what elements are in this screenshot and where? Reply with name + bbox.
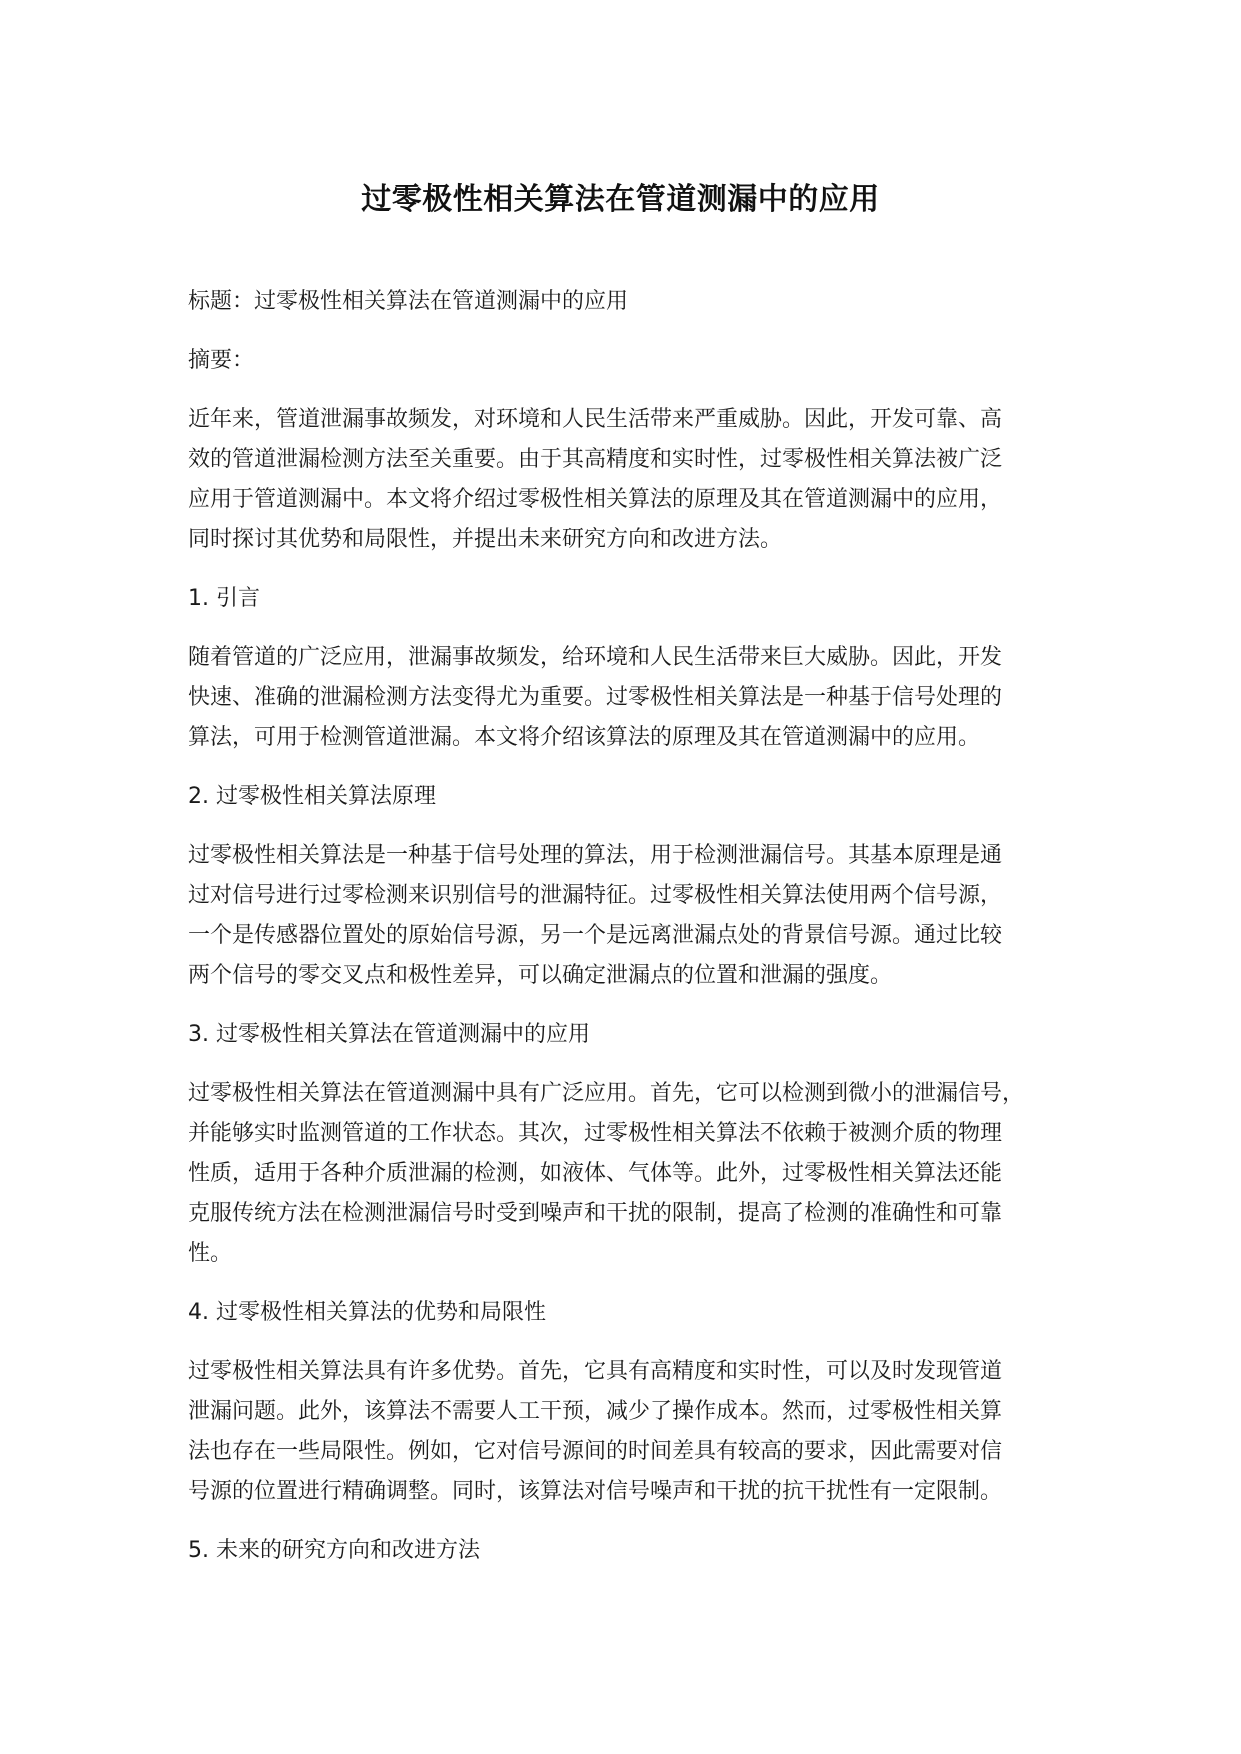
section-1-heading-paragraph — [188, 579, 1078, 619]
abstract-line: 效的管道泄漏检测方法至关重要。由于其高精度和实时性，过零极性相关算法被广泛 — [188, 447, 1003, 472]
section-2-line: 过零极性相关算法是一种基于信号处理的算法，用于检测泄漏信号。其基本原理是通 — [188, 843, 1003, 868]
section-3-paragraph — [188, 1074, 1078, 1274]
section-4-heading-paragraph — [188, 1293, 1078, 1333]
section-1-line: 算法，可用于检测管道泄漏。本文将介绍该算法的原理及其在管道测漏中的应用。 — [188, 725, 981, 750]
section-4-paragraph — [188, 1352, 1078, 1512]
section-2-line: 一个是传感器位置处的原始信号源，另一个是远离泄漏点处的背景信号源。通过比较 — [188, 923, 1003, 948]
abstract-line: 同时探讨其优势和局限性，并提出未来研究方向和改进方法。 — [188, 527, 783, 552]
document-body — [188, 282, 1078, 1571]
title-label-paragraph — [188, 282, 1078, 322]
section-2-heading-paragraph — [188, 777, 1078, 817]
abstract-label: 摘要： — [188, 348, 255, 373]
section-5-heading-paragraph — [188, 1531, 1078, 1571]
section-1-heading: 1. 引言 — [188, 586, 260, 611]
section-4-line: 法也存在一些局限性。例如，它对信号源间的时间差具有较高的要求，因此需要对信 — [188, 1439, 1003, 1464]
section-3-line: 性质，适用于各种介质泄漏的检测，如液体、气体等。此外，过零极性相关算法还能 — [188, 1161, 1003, 1186]
section-4-heading: 4. 过零极性相关算法的优势和局限性 — [188, 1300, 546, 1325]
section-1-paragraph — [188, 638, 1078, 758]
section-4-line: 泄漏问题。此外，该算法不需要人工干预，减少了操作成本。然而，过零极性相关算 — [188, 1399, 1003, 1424]
section-2-heading: 2. 过零极性相关算法原理 — [188, 784, 436, 809]
section-5-heading: 5. 未来的研究方向和改进方法 — [188, 1538, 480, 1563]
section-3-line: 克服传统方法在检测泄漏信号时受到噪声和干扰的限制，提高了检测的准确性和可靠 — [188, 1201, 1003, 1226]
section-2-line: 过对信号进行过零检测来识别信号的泄漏特征。过零极性相关算法使用两个信号源， — [188, 883, 1003, 908]
section-3-line: 并能够实时监测管道的工作状态。其次，过零极性相关算法不依赖于被测介质的物理 — [188, 1121, 1003, 1146]
section-3-line: 过零极性相关算法在管道测漏中具有广泛应用。首先，它可以检测到微小的泄漏信号， — [188, 1081, 1025, 1106]
title-label: 标题：过零极性相关算法在管道测漏中的应用 — [188, 289, 629, 314]
section-1-line: 随着管道的广泛应用，泄漏事故频发，给环境和人民生活带来巨大威胁。因此，开发 — [188, 645, 1003, 670]
section-3-heading-paragraph — [188, 1015, 1078, 1055]
section-4-line: 过零极性相关算法具有许多优势。首先，它具有高精度和实时性，可以及时发现管道 — [188, 1359, 1003, 1384]
section-2-line: 两个信号的零交叉点和极性差异，可以确定泄漏点的位置和泄漏的强度。 — [188, 963, 893, 988]
abstract-label-paragraph — [188, 341, 1078, 381]
abstract-line: 应用于管道测漏中。本文将介绍过零极性相关算法的原理及其在管道测漏中的应用， — [188, 487, 1003, 512]
abstract-line: 近年来，管道泄漏事故频发，对环境和人民生活带来严重威胁。因此，开发可靠、高 — [188, 407, 1003, 432]
abstract-paragraph — [188, 400, 1078, 560]
section-1-line: 快速、准确的泄漏检测方法变得尤为重要。过零极性相关算法是一种基于信号处理的 — [188, 685, 1003, 710]
section-3-heading: 3. 过零极性相关算法在管道测漏中的应用 — [188, 1022, 590, 1047]
document-title: 过零极性相关算法在管道测漏中的应用 — [361, 182, 880, 217]
section-3-line: 性。 — [188, 1241, 233, 1266]
section-4-line: 号源的位置进行精确调整。同时，该算法对信号噪声和干扰的抗干扰性有一定限制。 — [188, 1479, 1003, 1504]
section-2-paragraph — [188, 836, 1078, 996]
